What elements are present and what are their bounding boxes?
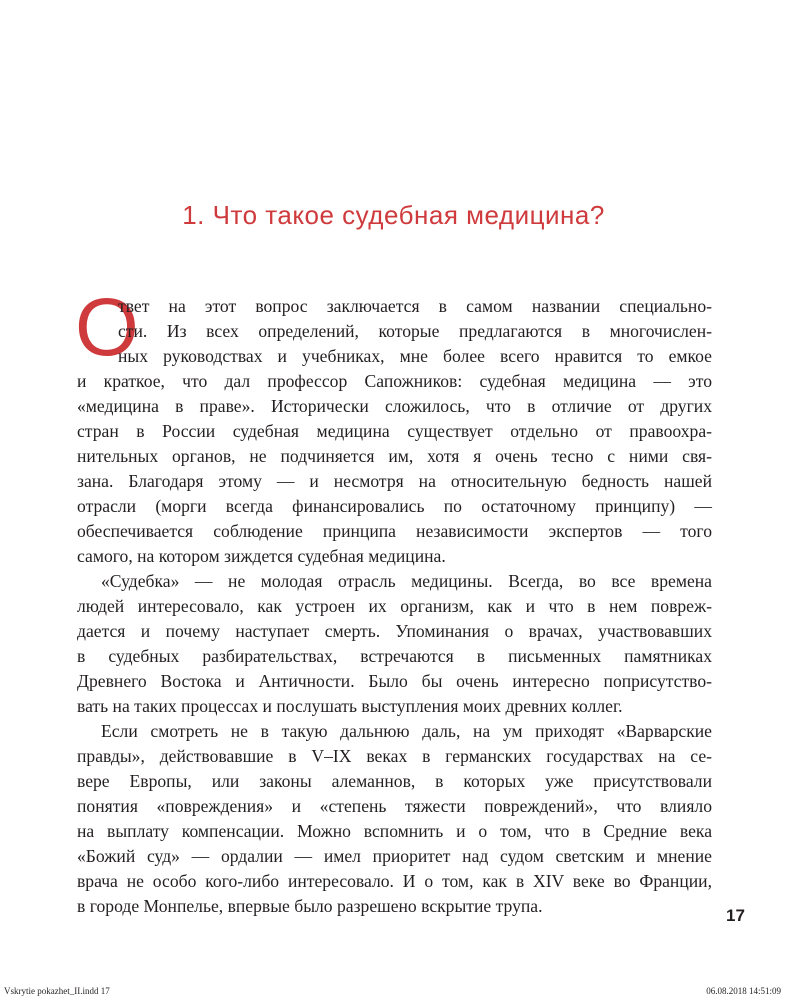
drop-cap: О	[75, 282, 139, 373]
text-line: в городе Монпелье, впервые было разрешено вскрытие трупа.	[77, 896, 543, 916]
text-line: врача не особо кого-либо интересовало. И о том, как в XIV веке во Франции,	[77, 871, 712, 891]
text-line: людей интересовало, как устроен их организм, как и что в нем повреж-	[77, 596, 712, 616]
text-line: нительных органов, не подчиняется им, хотя я очень тесно с ними свя-	[77, 446, 712, 466]
text-line: правды», действовавшие в V–IX веках в германских государствах на се-	[77, 746, 712, 766]
text-line: понятия «повреждения» и «степень тяжести повреждений», что влияло	[77, 796, 712, 816]
text-line: обеспечивается соблюдение принципа независимости экспертов — того	[77, 521, 712, 541]
text-line: вать на таких процессах и послушать выступления моих древних коллег.	[77, 696, 623, 716]
text-line: Древнего Востока и Античности. Было бы очень интересно поприсутство-	[77, 671, 712, 691]
text-line: в судебных разбирательствах, встречаются в письменных памятниках	[77, 646, 712, 666]
text-line: стран в России судебная медицина существует отдельно от правоохра-	[77, 421, 712, 441]
page-number: 17	[726, 906, 745, 925]
text-line: самого, на котором зиждется судебная медицина.	[77, 546, 446, 566]
text-line: на выплату компенсации. Можно вспомнить и о том, что в Средние века	[77, 821, 712, 841]
text-line: «Божий суд» — ордалии — имел приоритет над судом светским и мнение	[77, 846, 712, 866]
text-line: Если смотреть не в такую дальнюю даль, на ум приходят «Варварские	[101, 721, 712, 741]
chapter-title: 1. Что такое судебная медицина?	[182, 200, 605, 230]
text-line: и краткое, что дал профессор Сапожников: судебная медицина — это	[77, 371, 712, 391]
text-line: сти. Из всех определений, которые предлагаются в многочислен-	[118, 321, 712, 341]
print-slug-timestamp: 06.08.2018 14:51:09	[706, 986, 781, 996]
text-line: зана. Благодаря этому — и несмотря на относительную бедность нашей	[77, 471, 712, 491]
text-line: вере Европы, или законы алеманнов, в которых уже присутствовали	[77, 771, 712, 791]
text-line: ных руководствах и учебниках, мне более всего нравится то емкое	[118, 346, 712, 366]
text-line: твет на этот вопрос заключается в самом названии специально-	[118, 296, 712, 316]
print-slug-filename: Vskrytie pokazhet_II.indd 17	[4, 986, 110, 996]
text-line: «Судебка» — не молодая отрасль медицины. Всегда, во все времена	[101, 571, 712, 591]
text-line: отрасли (морги всегда финансировались по остаточному принципу) —	[77, 496, 712, 516]
text-line: дается и почему наступает смерть. Упоминания о врачах, участвовавших	[77, 621, 712, 641]
text-line: «медицина в праве». Исторически сложилось, что в отличие от других	[77, 396, 712, 416]
